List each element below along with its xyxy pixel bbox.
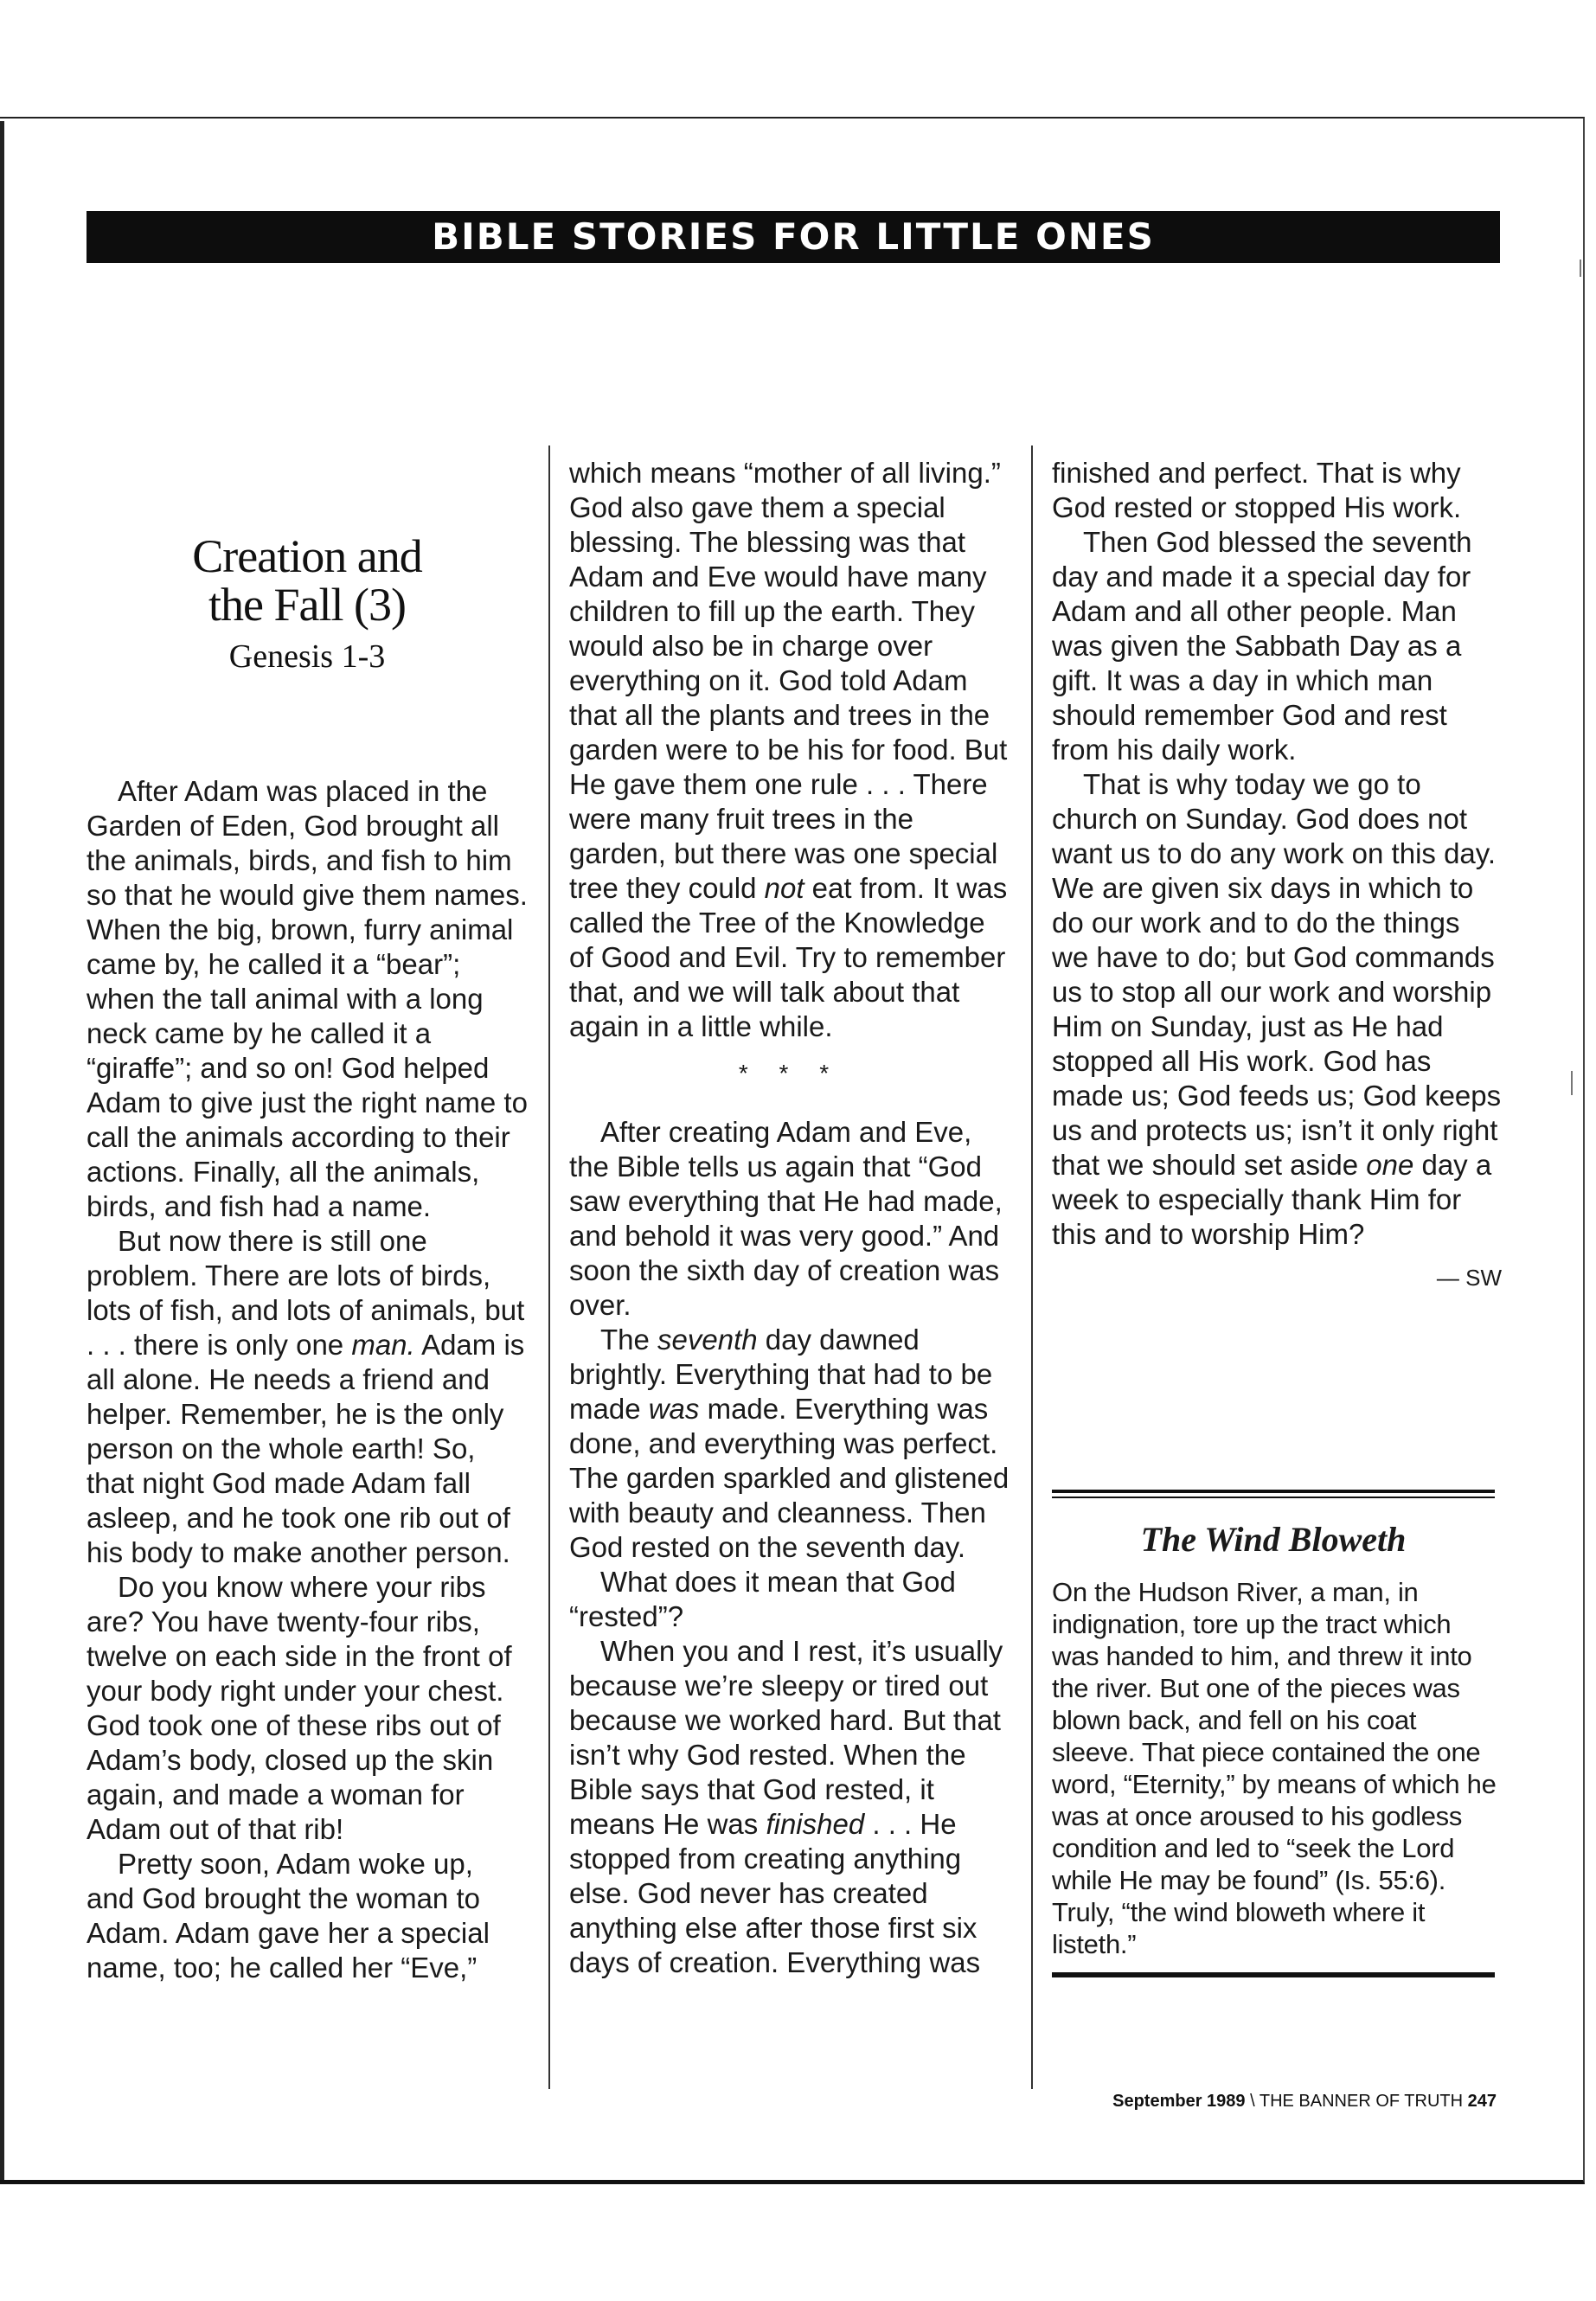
- scan-speck: [1571, 1071, 1573, 1095]
- paragraph: On the Hudson River, a man, in indignation, tore up the tract which was handed to him, and threw it into the river. But one of the pieces was blown back, and fell on his coat sleeve. That piece contained the one word, “Eternity,” by means of which he was at once aroused to his godless condition and led to “seek the Lord while He may be found” (Is. 55:6). Truly, “the wind bloweth where it listeth.”: [1052, 1577, 1497, 1959]
- paragraph: After creating Adam and Eve, the Bible tells us again that “God saw everything that He had made, and behold it was very good.” And soon the sixth day of creation was over.: [569, 1116, 1003, 1321]
- paragraph: The seventh day dawned brightly. Everything that had to be made was made. Everything was done, and everything was perfect. The garden sparkled and glistened with beauty and cleanness. Then God rested on the seventh day.: [569, 1324, 1010, 1563]
- scripture-reference: Genesis 1-3: [228, 638, 386, 675]
- paragraph: which means “mother of all living.” God also gave them a special blessing. The blessing was that Adam and Eve would have many children to fill up the earth. They would also be in charge over everything on it. God told Adam that all the plants and trees in the garden were to be his for food. But He gave them one rule . . . There were many fruit trees in the garden, but there was one special tree they could not eat from. It was called the Tree of the Knowledge of Good and Evil. Try to remember that, and we will talk about that again in a little while.: [569, 457, 1008, 1042]
- paragraph: Then God blessed the seventh day and made it a special day for Adam and all other people. Man was given the Sabbath Day as a gift. It was a day in which man should remember God and rest from his daily work.: [1052, 526, 1472, 766]
- author-signature: — SW: [1436, 1265, 1502, 1291]
- paragraph: finished and perfect. That is why God rested or stopped His work.: [1052, 457, 1462, 523]
- scan-edge: [0, 121, 4, 2180]
- story-title-line1: Creation and: [192, 530, 422, 582]
- page-number: 247: [1467, 2092, 1497, 2111]
- sidebar-text: [1052, 1576, 1498, 1960]
- paragraph: That is why today we go to church on Sunday. God does not want us to do any work on this day. We are given six days in which to do our work and to do the things we have to do; but God commands us to stop all our work and worship Him on Sunday, just as He had stopped all His work. God has made us; God feeds us; God keeps us and protects us; isn’t it only right that we should set aside one day a week to especially thank Him for this and to worship Him?: [1052, 768, 1502, 1250]
- paragraph: Pretty soon, Adam woke up, and God brought the woman to Adam. Adam gave her a special name, too; he called her “Eve,”: [87, 1848, 490, 1984]
- story-title-block: [112, 532, 502, 679]
- paragraph: What does it mean that God “rested”?: [569, 1566, 956, 1632]
- column-divider: [548, 445, 550, 2089]
- column-1: [87, 774, 528, 1985]
- sidebar-title: The Wind Bloweth: [1140, 1520, 1407, 1559]
- publication-name: \ THE BANNER OF TRUTH: [1250, 2092, 1464, 2111]
- paragraph: Do you know where your ribs are? You have twenty-four ribs, twelve on each side in the front of your body right under your chest. God took one of these ribs out of Adam’s body, closed up the skin again, and made a woman for Adam out of that rib!: [87, 1571, 512, 1845]
- column-2: [569, 456, 1010, 1980]
- scan-speck: [1580, 260, 1581, 277]
- paragraph: But now there is still one problem. There are lots of birds, lots of fish, and lots of animals, but . . . there is only one man. Adam is all alone. He needs a friend and helper. Remember, he is the only person on the whole earth! So, that night God made Adam fall asleep, and he took one rib out of his body to make another person.: [87, 1225, 525, 1568]
- paragraph: When you and I rest, it’s usually because we’re sleepy or tired out because we worked hard. But that isn’t why God rested. When the Bible says that God rested, it means He was finished . . . He stopped from creating anything else. God never has created anything else after those first six days of creation. Everything was: [569, 1635, 1003, 1978]
- story-title-line2: the Fall (3): [208, 579, 406, 631]
- issue-date: September 1989: [1112, 2092, 1246, 2111]
- column-3: [1052, 456, 1502, 1295]
- section-banner: BIBLE STORIES FOR LITTLE ONES: [87, 211, 1500, 263]
- page-footer: [1112, 2092, 1497, 2112]
- column-divider: [1031, 445, 1033, 2089]
- paragraph: After Adam was placed in the Garden of Eden, God brought all the animals, birds, and fish to him so that he would give them names. When the big, brown, furry animal came by, he called it a “bear”; when the tall animal with a long neck came by he called it a “giraffe”; and so on! God helped Adam to give just the right name to call the animals according to their actions. Finally, all the animals, birds, and fish had a name.: [87, 775, 528, 1222]
- section-break: * * *: [738, 1060, 842, 1086]
